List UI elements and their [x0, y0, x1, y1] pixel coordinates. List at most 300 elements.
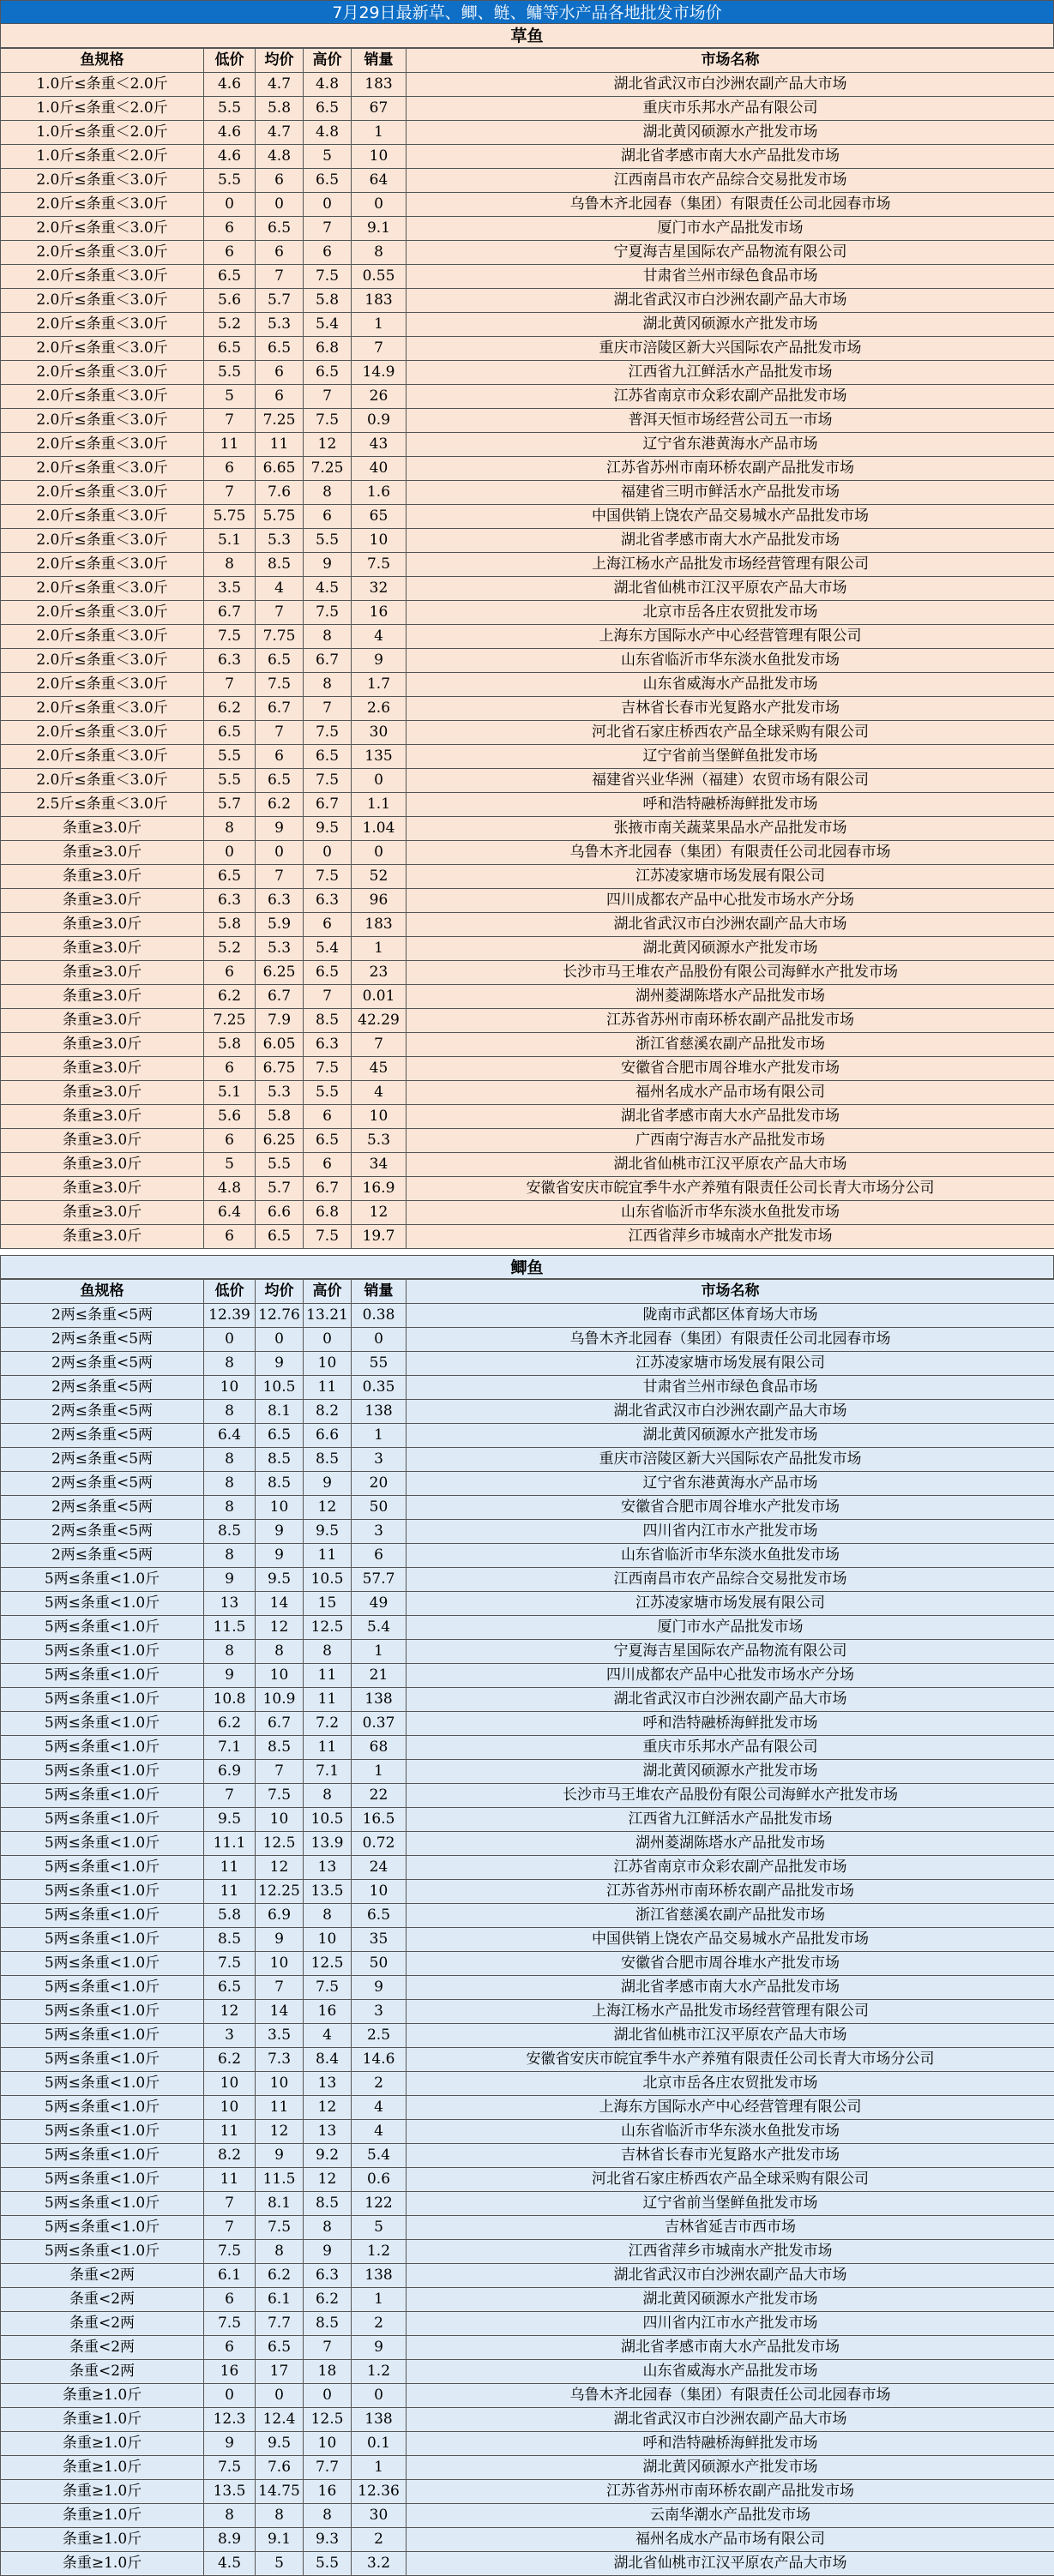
spec-cell: 条重≥3.0斤	[1, 1225, 204, 1249]
low-price-cell: 11	[204, 1856, 256, 1880]
table-row	[1, 217, 1054, 241]
high-price-cell: 8.5	[304, 1009, 352, 1033]
volume-cell: 7.5	[352, 553, 407, 577]
volume-cell: 22	[352, 1784, 407, 1808]
high-price-cell: 6.6	[304, 1424, 352, 1448]
spec-header: 鱼规格	[1, 1280, 204, 1304]
low-price-cell: 12.39	[204, 1304, 256, 1328]
volume-cell: 30	[352, 2504, 407, 2528]
low-price-cell: 13.5	[204, 2480, 256, 2504]
volume-cell: 5.3	[352, 1129, 407, 1153]
spec-cell: 5两≤条重<1.0斤	[1, 1808, 204, 1832]
avg-price-cell: 6.5	[256, 217, 304, 241]
market-name-cell: 北京市岳各庄农贸批发市场	[407, 601, 1054, 625]
market-name-cell: 上海东方国际水产中心经营管理有限公司	[407, 625, 1054, 649]
low-price-cell: 6.2	[204, 1712, 256, 1736]
table-row	[1, 985, 1054, 1009]
low-price-cell: 5.8	[204, 913, 256, 937]
table-row	[1, 2480, 1054, 2504]
spec-cell: 条重≥3.0斤	[1, 913, 204, 937]
avg-price-cell: 5.3	[256, 1081, 304, 1105]
low-price-header: 低价	[204, 49, 256, 73]
market-name-cell: 吉林省长春市光复路水产批发市场	[407, 2144, 1054, 2168]
high-price-cell: 7.7	[304, 2456, 352, 2480]
market-name-cell: 陇南市武都区体育场大市场	[407, 1304, 1054, 1328]
table-row	[1, 121, 1054, 145]
table-row	[1, 889, 1054, 913]
spec-cell: 2.0斤≤条重＜3.0斤	[1, 577, 204, 601]
volume-cell: 21	[352, 1664, 407, 1688]
spec-cell: 5两≤条重<1.0斤	[1, 1592, 204, 1616]
high-price-cell: 7.5	[304, 865, 352, 889]
low-price-cell: 5.5	[204, 97, 256, 121]
volume-cell: 64	[352, 169, 407, 193]
spec-cell: 5两≤条重<1.0斤	[1, 2240, 204, 2264]
volume-cell: 65	[352, 505, 407, 529]
market-name-cell: 湖北省仙桃市江汉平原农产品大市场	[407, 2024, 1054, 2048]
low-price-cell: 0	[204, 193, 256, 217]
market-name-cell: 浙江省慈溪农副产品批发市场	[407, 1904, 1054, 1928]
section-grass-carp	[0, 24, 1054, 1249]
high-price-header: 高价	[304, 49, 352, 73]
high-price-cell: 9.2	[304, 2144, 352, 2168]
spec-cell: 5两≤条重<1.0斤	[1, 1928, 204, 1952]
low-price-cell: 6	[204, 217, 256, 241]
table-row	[1, 1952, 1054, 1976]
low-price-cell: 6.5	[204, 337, 256, 361]
avg-price-cell: 12.4	[256, 2408, 304, 2432]
page-title: 7月29日最新草、鲫、鲢、鳙等水产品各地批发市场价	[0, 0, 1054, 24]
volume-cell: 9.1	[352, 217, 407, 241]
spec-cell: 5两≤条重<1.0斤	[1, 2024, 204, 2048]
spec-cell: 2.0斤≤条重＜3.0斤	[1, 193, 204, 217]
spec-cell: 条重≥3.0斤	[1, 1009, 204, 1033]
spec-cell: 条重≥1.0斤	[1, 2384, 204, 2408]
market-name-cell: 普洱天恒市场经营公司五一市场	[407, 409, 1054, 433]
avg-price-cell: 6.5	[256, 769, 304, 793]
table-row	[1, 2528, 1054, 2552]
high-price-cell: 8	[304, 2216, 352, 2240]
high-price-cell: 13	[304, 1856, 352, 1880]
spec-cell: 2.0斤≤条重＜3.0斤	[1, 673, 204, 697]
spec-cell: 2.0斤≤条重＜3.0斤	[1, 625, 204, 649]
low-price-cell: 8.5	[204, 1928, 256, 1952]
spec-cell: 5两≤条重<1.0斤	[1, 1688, 204, 1712]
spec-cell: 条重≥3.0斤	[1, 1105, 204, 1129]
low-price-cell: 5.6	[204, 1105, 256, 1129]
spec-cell: 2.0斤≤条重＜3.0斤	[1, 409, 204, 433]
volume-cell: 23	[352, 961, 407, 985]
volume-cell: 0.9	[352, 409, 407, 433]
market-name-cell: 湖北省孝感市南大水产品批发市场	[407, 145, 1054, 169]
low-price-cell: 8	[204, 553, 256, 577]
avg-price-cell: 7.75	[256, 625, 304, 649]
high-price-cell: 6.7	[304, 649, 352, 673]
low-price-cell: 7.1	[204, 1736, 256, 1760]
market-name-cell: 安徽省安庆市皖宜季牛水产养殖有限责任公司长青大市场分公司	[407, 1177, 1054, 1201]
low-price-cell: 6.5	[204, 865, 256, 889]
table-row	[1, 2456, 1054, 2480]
high-price-cell: 13.9	[304, 1832, 352, 1856]
low-price-cell: 10	[204, 1376, 256, 1400]
high-price-cell: 13	[304, 2072, 352, 2096]
table-row	[1, 2432, 1054, 2456]
spec-cell: 条重≥1.0斤	[1, 2552, 204, 2576]
volume-cell: 2.6	[352, 697, 407, 721]
high-price-cell: 7.1	[304, 1760, 352, 1784]
avg-price-cell: 6.5	[256, 1424, 304, 1448]
spec-cell: 2.0斤≤条重＜3.0斤	[1, 721, 204, 745]
low-price-cell: 4.6	[204, 145, 256, 169]
volume-cell: 138	[352, 1688, 407, 1712]
avg-price-cell: 6.7	[256, 697, 304, 721]
market-name-cell: 湖北黄冈硕源水产批发市场	[407, 313, 1054, 337]
low-price-cell: 0	[204, 1328, 256, 1352]
spec-cell: 条重<2两	[1, 2312, 204, 2336]
spec-cell: 2.0斤≤条重＜3.0斤	[1, 769, 204, 793]
low-price-cell: 9.5	[204, 1808, 256, 1832]
spec-cell: 条重≥1.0斤	[1, 2504, 204, 2528]
avg-price-cell: 12.25	[256, 1880, 304, 1904]
market-name-cell: 湖北黄冈硕源水产批发市场	[407, 2288, 1054, 2312]
avg-price-cell: 7	[256, 1976, 304, 2000]
high-price-cell: 5.8	[304, 289, 352, 313]
table-row	[1, 1712, 1054, 1736]
volume-cell: 43	[352, 433, 407, 457]
avg-price-cell: 7.9	[256, 1009, 304, 1033]
table-row	[1, 1640, 1054, 1664]
avg-price-cell: 14	[256, 2000, 304, 2024]
avg-price-cell: 9	[256, 1544, 304, 1568]
section-crucian-carp	[0, 1255, 1054, 2576]
spec-cell: 条重≥3.0斤	[1, 1201, 204, 1225]
table-row	[1, 2288, 1054, 2312]
avg-price-cell: 4.7	[256, 121, 304, 145]
avg-price-cell: 0	[256, 1328, 304, 1352]
avg-price-header: 均价	[256, 1280, 304, 1304]
market-name-cell: 福州名成水产品市场有限公司	[407, 2528, 1054, 2552]
market-name-cell: 安徽省合肥市周谷堆水产批发市场	[407, 1496, 1054, 1520]
section-title: 草鱼	[0, 24, 1054, 48]
market-name-cell: 乌鲁木齐北园春（集团）有限责任公司北园春市场	[407, 1328, 1054, 1352]
volume-cell: 138	[352, 2264, 407, 2288]
spec-cell: 条重<2两	[1, 2360, 204, 2384]
high-price-cell: 8.5	[304, 1448, 352, 1472]
volume-cell: 4	[352, 1081, 407, 1105]
table-row	[1, 1400, 1054, 1424]
spec-cell: 条重≥3.0斤	[1, 961, 204, 985]
avg-price-cell: 5.5	[256, 1153, 304, 1177]
table-row	[1, 1568, 1054, 1592]
market-name-cell: 江西南昌市农产品综合交易批发市场	[407, 1568, 1054, 1592]
market-name-cell: 江西省萍乡市城南水产批发市场	[407, 2240, 1054, 2264]
avg-price-cell: 12	[256, 1616, 304, 1640]
high-price-cell: 11	[304, 1544, 352, 1568]
high-price-cell: 4.8	[304, 121, 352, 145]
low-price-cell: 6	[204, 241, 256, 265]
spec-cell: 2.0斤≤条重＜3.0斤	[1, 169, 204, 193]
avg-price-cell: 10.9	[256, 1688, 304, 1712]
high-price-cell: 6.5	[304, 961, 352, 985]
volume-cell: 16.9	[352, 1177, 407, 1201]
table-row	[1, 1880, 1054, 1904]
high-price-cell: 16	[304, 2480, 352, 2504]
spec-cell: 2.0斤≤条重＜3.0斤	[1, 697, 204, 721]
high-price-cell: 9	[304, 553, 352, 577]
high-price-cell: 12	[304, 2096, 352, 2120]
market-name-cell: 湖北省孝感市南大水产品批发市场	[407, 2336, 1054, 2360]
high-price-cell: 5	[304, 145, 352, 169]
spec-cell: 条重≥1.0斤	[1, 2456, 204, 2480]
high-price-cell: 6	[304, 913, 352, 937]
high-price-cell: 12.5	[304, 2408, 352, 2432]
market-name-cell: 江西省九江鲜活水产品批发市场	[407, 361, 1054, 385]
volume-cell: 4	[352, 625, 407, 649]
market-name-cell: 宁夏海吉星国际农产品物流有限公司	[407, 1640, 1054, 1664]
high-price-cell: 6.2	[304, 2288, 352, 2312]
high-price-cell: 6.5	[304, 745, 352, 769]
avg-price-cell: 6	[256, 385, 304, 409]
avg-price-cell: 12.76	[256, 1304, 304, 1328]
spec-cell: 2.0斤≤条重＜3.0斤	[1, 601, 204, 625]
avg-price-cell: 14.75	[256, 2480, 304, 2504]
avg-price-cell: 8.5	[256, 553, 304, 577]
low-price-cell: 9	[204, 2432, 256, 2456]
volume-cell: 20	[352, 1472, 407, 1496]
avg-price-cell: 7	[256, 265, 304, 289]
high-price-cell: 11	[304, 1736, 352, 1760]
market-name-cell: 上海江杨水产品批发市场经营管理有限公司	[407, 2000, 1054, 2024]
spec-cell: 2两≤条重<5两	[1, 1424, 204, 1448]
volume-cell: 138	[352, 1400, 407, 1424]
avg-price-cell: 7	[256, 865, 304, 889]
avg-price-cell: 9.5	[256, 2432, 304, 2456]
spec-cell: 2.0斤≤条重＜3.0斤	[1, 289, 204, 313]
spec-cell: 5两≤条重<1.0斤	[1, 2120, 204, 2144]
high-price-cell: 6.8	[304, 337, 352, 361]
volume-cell: 1	[352, 1424, 407, 1448]
table-row	[1, 337, 1054, 361]
low-price-cell: 11.1	[204, 1832, 256, 1856]
volume-cell: 0	[352, 769, 407, 793]
volume-cell: 0.72	[352, 1832, 407, 1856]
market-name-cell: 福州名成水产品市场有限公司	[407, 1081, 1054, 1105]
market-name-cell: 湖州菱湖陈塔水产品批发市场	[407, 985, 1054, 1009]
volume-header: 销量	[352, 49, 407, 73]
spec-cell: 5两≤条重<1.0斤	[1, 2000, 204, 2024]
low-price-cell: 6	[204, 1225, 256, 1249]
avg-price-cell: 10	[256, 1952, 304, 1976]
avg-price-cell: 10.5	[256, 1376, 304, 1400]
spec-cell: 2.0斤≤条重＜3.0斤	[1, 553, 204, 577]
table-row	[1, 1736, 1054, 1760]
table-row	[1, 433, 1054, 457]
volume-cell: 68	[352, 1736, 407, 1760]
low-price-cell: 5.7	[204, 793, 256, 817]
high-price-cell: 7	[304, 217, 352, 241]
avg-price-cell: 9	[256, 1928, 304, 1952]
market-name-cell: 重庆市乐邦水产品有限公司	[407, 1736, 1054, 1760]
high-price-cell: 6.7	[304, 1177, 352, 1201]
low-price-cell: 5.8	[204, 1033, 256, 1057]
high-price-cell: 8	[304, 673, 352, 697]
spec-cell: 2.0斤≤条重＜3.0斤	[1, 241, 204, 265]
market-name-cell: 福建省兴业华洲（福建）农贸市场有限公司	[407, 769, 1054, 793]
table-row	[1, 97, 1054, 121]
volume-cell: 67	[352, 97, 407, 121]
volume-cell: 0.01	[352, 985, 407, 1009]
avg-price-cell: 4.8	[256, 145, 304, 169]
spec-cell: 条重≥1.0斤	[1, 2480, 204, 2504]
table-row	[1, 2096, 1054, 2120]
high-price-cell: 4.5	[304, 577, 352, 601]
avg-price-cell: 9.1	[256, 2528, 304, 2552]
market-name-cell: 江苏省苏州市南环桥农副产品批发市场	[407, 1009, 1054, 1033]
table-row	[1, 1448, 1054, 1472]
volume-cell: 8	[352, 241, 407, 265]
high-price-cell: 12.5	[304, 1616, 352, 1640]
avg-price-cell: 8.5	[256, 1448, 304, 1472]
avg-price-cell: 7.5	[256, 1784, 304, 1808]
market-name-cell: 江苏凌家塘市场发展有限公司	[407, 1352, 1054, 1376]
spec-cell: 5两≤条重<1.0斤	[1, 1832, 204, 1856]
table-row	[1, 241, 1054, 265]
volume-cell: 26	[352, 385, 407, 409]
market-name-cell: 吉林省延吉市西市场	[407, 2216, 1054, 2240]
avg-price-cell: 5.3	[256, 937, 304, 961]
volume-cell: 42.29	[352, 1009, 407, 1033]
avg-price-cell: 6	[256, 361, 304, 385]
low-price-cell: 5.5	[204, 361, 256, 385]
table-row	[1, 553, 1054, 577]
avg-price-cell: 12	[256, 1856, 304, 1880]
spec-cell: 5两≤条重<1.0斤	[1, 2072, 204, 2096]
market-name-cell: 山东省临沂市华东淡水鱼批发市场	[407, 649, 1054, 673]
high-price-cell: 8	[304, 1904, 352, 1928]
avg-price-cell: 7	[256, 1760, 304, 1784]
low-price-cell: 6	[204, 2336, 256, 2360]
low-price-cell: 5.6	[204, 289, 256, 313]
volume-cell: 1	[352, 313, 407, 337]
table-row	[1, 601, 1054, 625]
table-row	[1, 409, 1054, 433]
spec-cell: 5两≤条重<1.0斤	[1, 1712, 204, 1736]
low-price-cell: 6.3	[204, 649, 256, 673]
low-price-cell: 6.2	[204, 697, 256, 721]
avg-price-cell: 6.9	[256, 1904, 304, 1928]
low-price-cell: 8	[204, 1400, 256, 1424]
volume-cell: 0	[352, 841, 407, 865]
low-price-cell: 7	[204, 2192, 256, 2216]
avg-price-cell: 5.8	[256, 1105, 304, 1129]
avg-price-cell: 6.5	[256, 649, 304, 673]
market-name-cell: 长沙市马王堆农产品股份有限公司海鲜水产批发市场	[407, 961, 1054, 985]
table-row	[1, 961, 1054, 985]
spec-cell: 条重<2两	[1, 2288, 204, 2312]
table-row	[1, 793, 1054, 817]
table-row	[1, 313, 1054, 337]
high-price-cell: 5.5	[304, 1081, 352, 1105]
avg-price-cell: 8.1	[256, 1400, 304, 1424]
table-row	[1, 1856, 1054, 1880]
table-row	[1, 577, 1054, 601]
market-name-cell: 江西南昌市农产品综合交易批发市场	[407, 169, 1054, 193]
low-price-cell: 7	[204, 481, 256, 505]
table-row	[1, 937, 1054, 961]
high-price-cell: 11	[304, 1664, 352, 1688]
high-price-cell: 7	[304, 385, 352, 409]
low-price-cell: 5.2	[204, 937, 256, 961]
low-price-cell: 8	[204, 1544, 256, 1568]
low-price-cell: 6.5	[204, 721, 256, 745]
low-price-cell: 8	[204, 2504, 256, 2528]
high-price-cell: 8	[304, 1784, 352, 1808]
table-row	[1, 1592, 1054, 1616]
avg-price-cell: 8	[256, 2240, 304, 2264]
high-price-cell: 13.5	[304, 1880, 352, 1904]
volume-cell: 57.7	[352, 1568, 407, 1592]
low-price-header: 低价	[204, 1280, 256, 1304]
volume-cell: 12	[352, 1201, 407, 1225]
table-row	[1, 265, 1054, 289]
volume-cell: 0	[352, 2384, 407, 2408]
market-name-cell: 浙江省慈溪农副产品批发市场	[407, 1033, 1054, 1057]
low-price-cell: 11	[204, 1880, 256, 1904]
high-price-cell: 5.5	[304, 2552, 352, 2576]
market-name-cell: 湖北省武汉市白沙洲农副产品大市场	[407, 289, 1054, 313]
market-name-header: 市场名称	[407, 49, 1054, 73]
high-price-cell: 6.5	[304, 97, 352, 121]
high-price-cell: 8.5	[304, 2312, 352, 2336]
avg-price-cell: 10	[256, 1808, 304, 1832]
high-price-cell: 7.5	[304, 721, 352, 745]
volume-cell: 0.6	[352, 2168, 407, 2192]
table-row	[1, 2504, 1054, 2528]
avg-price-cell: 11	[256, 2096, 304, 2120]
market-name-cell: 江西省萍乡市城南水产批发市场	[407, 1225, 1054, 1249]
avg-price-cell: 6.7	[256, 1712, 304, 1736]
table-row	[1, 169, 1054, 193]
volume-cell: 5.4	[352, 2144, 407, 2168]
table-row	[1, 1105, 1054, 1129]
price-table	[0, 1279, 1054, 2576]
volume-cell: 50	[352, 1952, 407, 1976]
low-price-cell: 7.5	[204, 625, 256, 649]
low-price-cell: 16	[204, 2360, 256, 2384]
low-price-cell: 4.8	[204, 1177, 256, 1201]
spec-cell: 条重≥1.0斤	[1, 2432, 204, 2456]
market-name-cell: 中国供销上饶农产品交易城水产品批发市场	[407, 505, 1054, 529]
high-price-cell: 8	[304, 625, 352, 649]
market-name-header: 市场名称	[407, 1280, 1054, 1304]
low-price-cell: 0	[204, 2384, 256, 2408]
avg-price-cell: 9	[256, 817, 304, 841]
high-price-cell: 10	[304, 2432, 352, 2456]
market-name-cell: 乌鲁木齐北园春（集团）有限责任公司北园春市场	[407, 193, 1054, 217]
low-price-cell: 0	[204, 841, 256, 865]
spec-cell: 2.0斤≤条重＜3.0斤	[1, 433, 204, 457]
spec-cell: 条重≥3.0斤	[1, 841, 204, 865]
table-row	[1, 1153, 1054, 1177]
table-row	[1, 1177, 1054, 1201]
low-price-cell: 5.1	[204, 529, 256, 553]
low-price-cell: 13	[204, 1592, 256, 1616]
high-price-cell: 8	[304, 1640, 352, 1664]
spec-cell: 2.0斤≤条重＜3.0斤	[1, 217, 204, 241]
avg-price-cell: 0	[256, 2384, 304, 2408]
volume-cell: 34	[352, 1153, 407, 1177]
high-price-cell: 7.5	[304, 601, 352, 625]
